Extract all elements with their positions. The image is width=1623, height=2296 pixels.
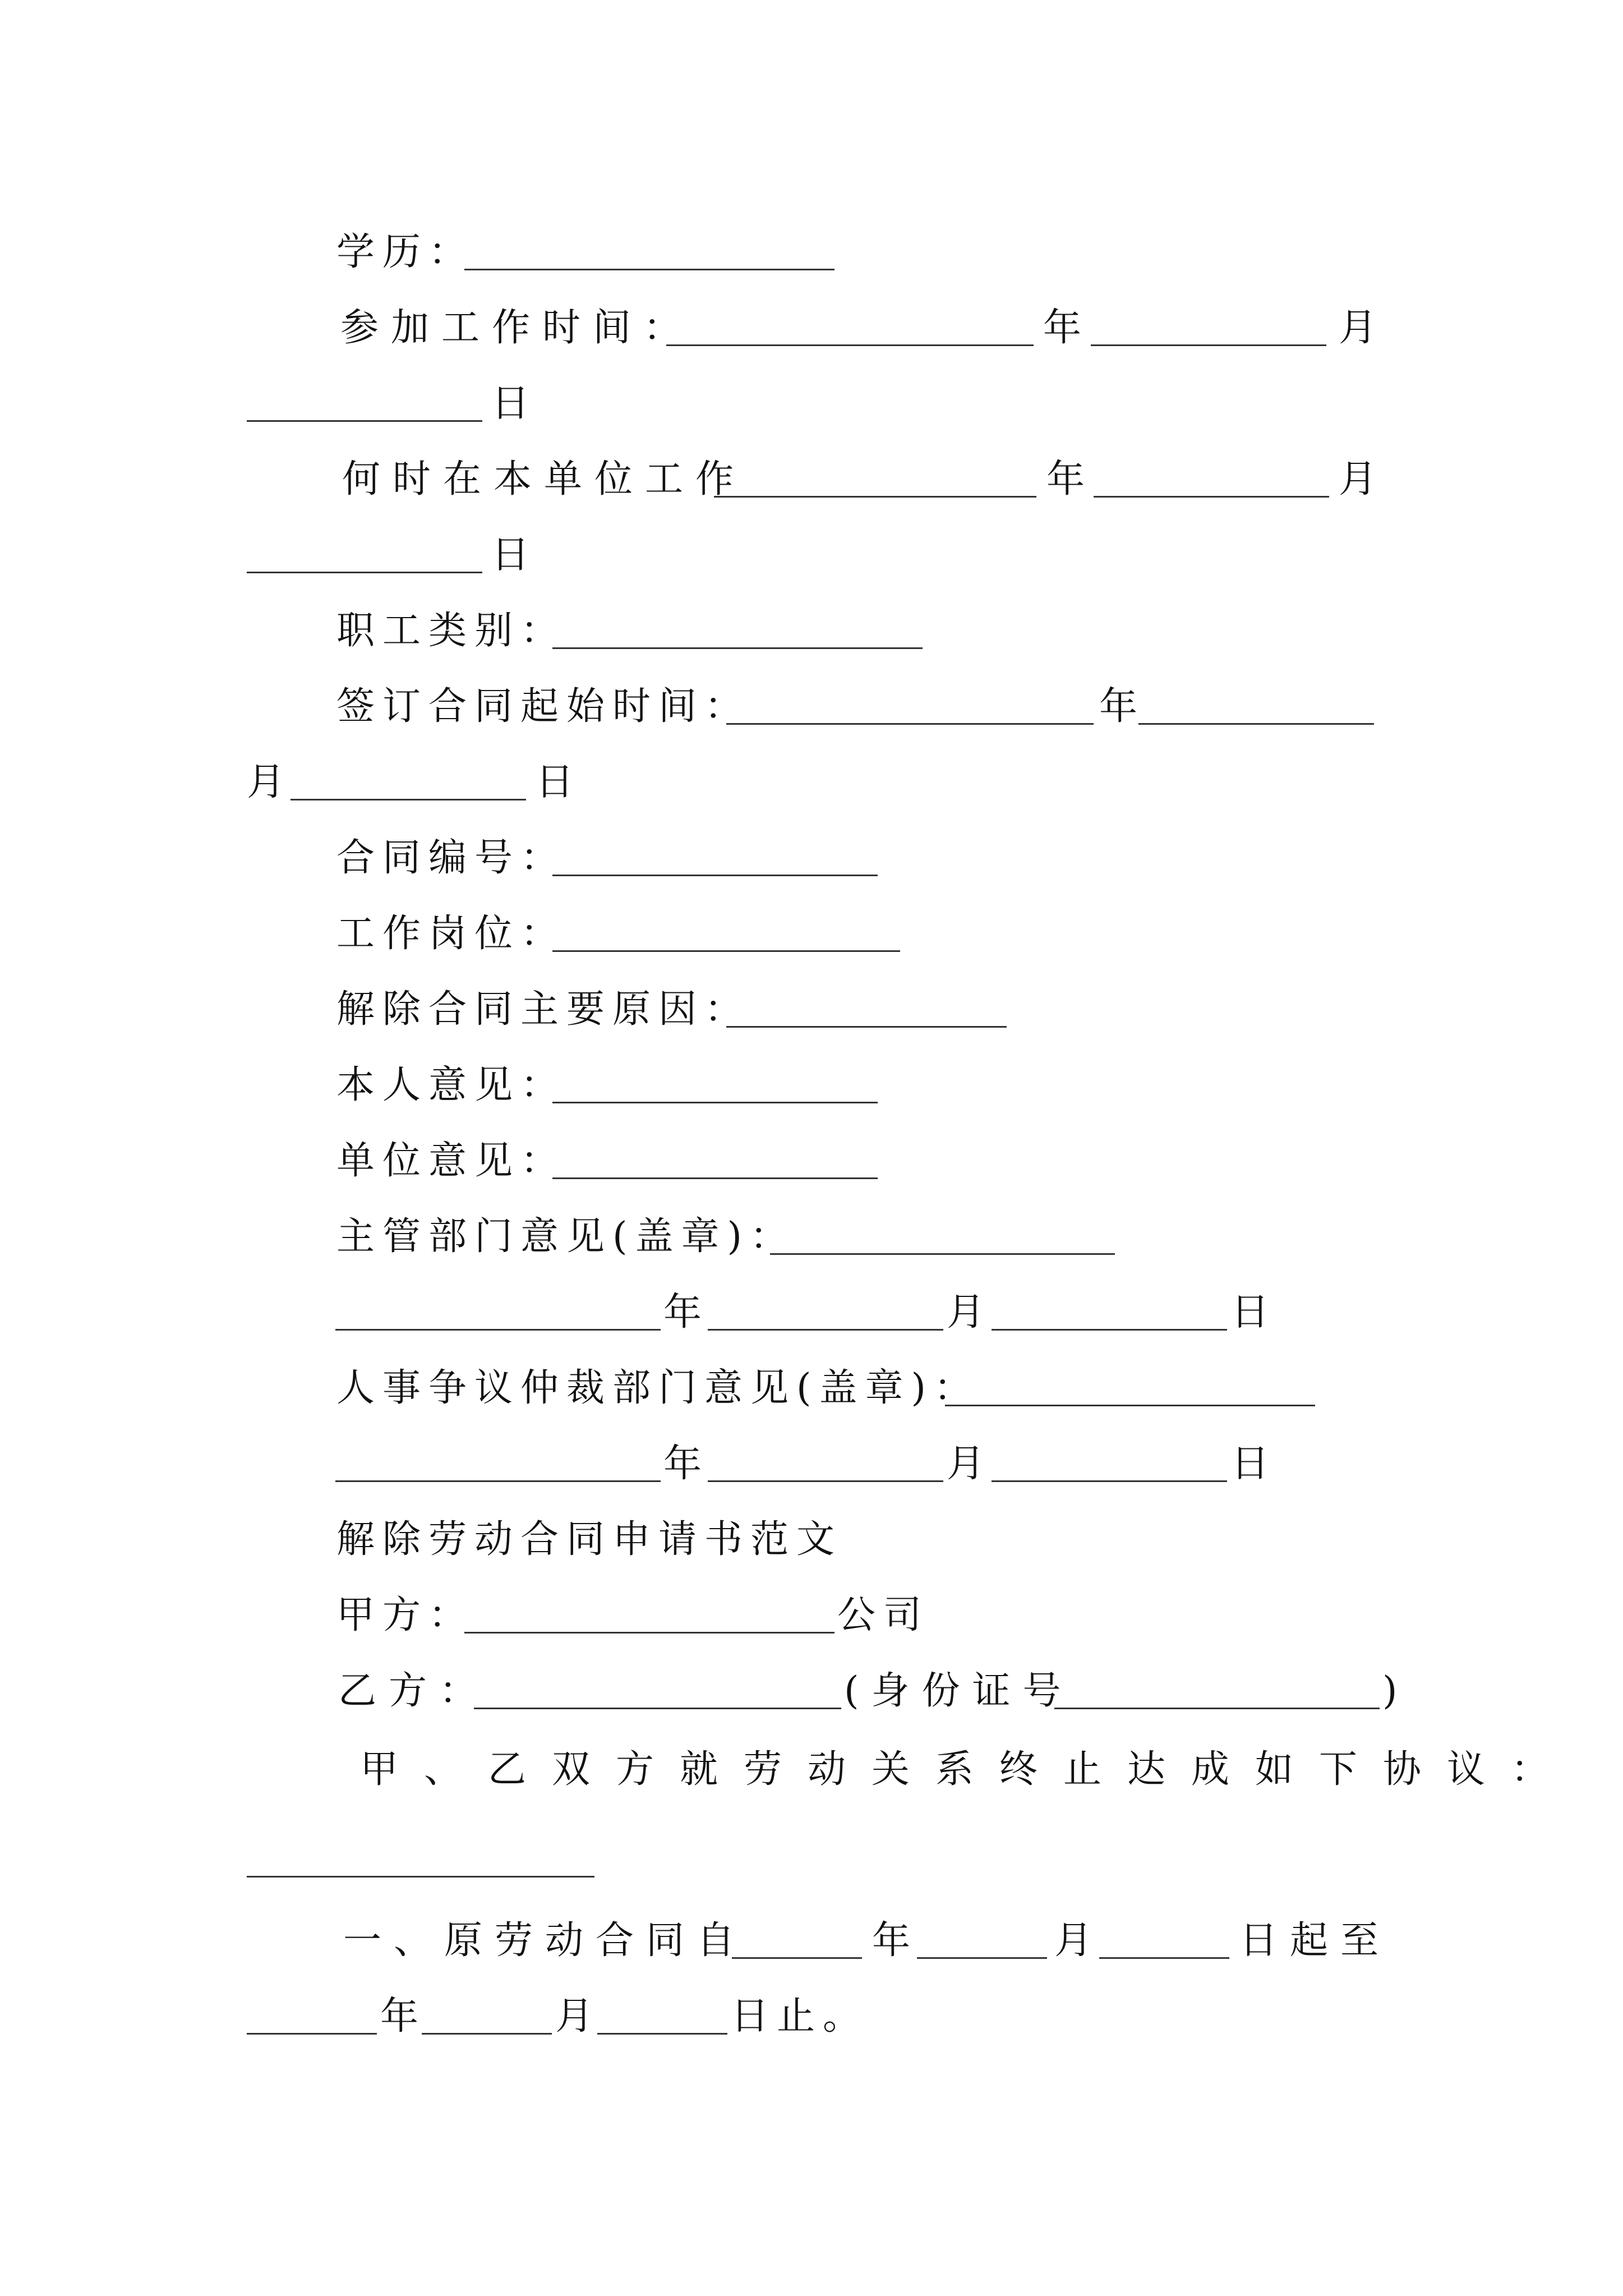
clause1-year-label: 年 bbox=[872, 1918, 911, 1963]
clause1-month2-field[interactable] bbox=[422, 2033, 552, 2035]
clause1-text-a: 一、原劳动合同自 bbox=[343, 1918, 748, 1963]
contract-start-year-field[interactable] bbox=[726, 723, 1094, 725]
dept-opinion-field[interactable] bbox=[770, 1253, 1115, 1255]
contract-start-line bbox=[0, 668, 1623, 729]
party-b-id-field[interactable] bbox=[1054, 1708, 1380, 1709]
contract-start-month-label: 月 bbox=[247, 760, 285, 804]
dept-opinion-year-label: 年 bbox=[663, 1290, 702, 1335]
clause1-day-to: 日起至 bbox=[1239, 1918, 1391, 1963]
education-label: 学历： bbox=[336, 230, 475, 274]
contract-start-line-2 bbox=[0, 743, 1623, 805]
clause1-month-label: 月 bbox=[1054, 1918, 1093, 1963]
clause1-month-field[interactable] bbox=[917, 1957, 1047, 1959]
clause1-line-2 bbox=[0, 1977, 1623, 2039]
join-unit-day-label: 日 bbox=[491, 533, 530, 577]
agreement-text: 甲、乙双方就劳动关系终止达成如下协议： bbox=[360, 1747, 1575, 1792]
sample-title: 解除劳动合同申请书范文 bbox=[336, 1517, 843, 1562]
join-unit-month-field[interactable] bbox=[1094, 496, 1329, 498]
contract-start-day-field[interactable] bbox=[291, 799, 526, 800]
dept-opinion-day-field[interactable] bbox=[992, 1329, 1227, 1331]
join-unit-day-field[interactable] bbox=[247, 572, 482, 573]
contract-start-label: 签订合同起始时间： bbox=[336, 684, 751, 729]
contract-start-month-field[interactable] bbox=[1138, 723, 1374, 725]
agreement-line bbox=[0, 1731, 1623, 1792]
party-a-field[interactable] bbox=[464, 1632, 834, 1634]
work-start-day-field[interactable] bbox=[247, 420, 482, 422]
clause1-line bbox=[0, 1902, 1623, 1963]
join-unit-year-field[interactable] bbox=[714, 496, 1036, 498]
arbitration-opinion-year-label: 年 bbox=[663, 1442, 702, 1486]
staff-category-field[interactable] bbox=[552, 647, 923, 649]
contract-start-day-label: 日 bbox=[536, 760, 574, 804]
staff-category-label: 职工类别： bbox=[336, 609, 567, 653]
arbitration-opinion-day-field[interactable] bbox=[992, 1480, 1227, 1482]
arbitration-opinion-month-label: 月 bbox=[947, 1442, 985, 1486]
party-b-id-label: (身份证号 bbox=[844, 1669, 1073, 1713]
position-field[interactable] bbox=[552, 950, 900, 952]
unit-opinion-line bbox=[0, 1122, 1623, 1184]
arbitration-opinion-day-label: 日 bbox=[1231, 1442, 1270, 1486]
party-b-name-field[interactable] bbox=[474, 1708, 841, 1709]
join-unit-year-label: 年 bbox=[1046, 457, 1085, 501]
clause1-year2-label: 年 bbox=[380, 1994, 419, 2039]
arbitration-opinion-year-field[interactable] bbox=[335, 1480, 661, 1482]
work-start-line bbox=[0, 289, 1623, 351]
termination-reason-label: 解除合同主要原因： bbox=[336, 987, 751, 1032]
arbitration-opinion-month-field[interactable] bbox=[708, 1480, 943, 1482]
party-a-suffix: 公司 bbox=[837, 1593, 930, 1637]
work-start-day-label: 日 bbox=[491, 381, 530, 426]
contract-number-label: 合同编号： bbox=[336, 836, 567, 880]
clause1-year2-field[interactable] bbox=[247, 2033, 377, 2035]
clause1-day-field[interactable] bbox=[1099, 1957, 1229, 1959]
join-unit-month-label: 月 bbox=[1339, 457, 1377, 501]
clause1-month2-label: 月 bbox=[555, 1994, 594, 2039]
dept-opinion-label: 主管部门意见(盖章)： bbox=[336, 1214, 796, 1259]
work-start-month-label: 月 bbox=[1339, 306, 1377, 350]
party-a-label: 甲方： bbox=[336, 1593, 475, 1637]
clause1-day-end: 日止。 bbox=[731, 1994, 869, 2039]
agreement-field[interactable] bbox=[247, 1876, 594, 1878]
join-unit-line bbox=[0, 440, 1623, 502]
dept-opinion-line bbox=[0, 1198, 1623, 1259]
unit-opinion-field[interactable] bbox=[552, 1177, 878, 1179]
clause1-day2-field[interactable] bbox=[597, 2033, 727, 2035]
party-b-label: 乙方： bbox=[338, 1669, 490, 1713]
sample-title-line bbox=[0, 1501, 1623, 1562]
position-label: 工作岗位： bbox=[336, 912, 567, 956]
party-b-close: ) bbox=[1382, 1669, 1398, 1713]
party-b-line bbox=[0, 1652, 1623, 1714]
dept-opinion-month-label: 月 bbox=[947, 1290, 985, 1335]
dept-opinion-date-line bbox=[0, 1273, 1623, 1335]
agreement-line-2 bbox=[0, 1820, 1623, 1882]
arbitration-opinion-date-line bbox=[0, 1425, 1623, 1487]
clause1-year-field[interactable] bbox=[732, 1957, 862, 1959]
position-line bbox=[0, 895, 1623, 956]
dept-opinion-month-field[interactable] bbox=[708, 1329, 943, 1331]
dept-opinion-year-field[interactable] bbox=[335, 1329, 661, 1331]
work-start-year-label: 年 bbox=[1043, 306, 1082, 350]
education-field[interactable] bbox=[464, 269, 834, 270]
arbitration-opinion-label: 人事争议仲裁部门意见(盖章)： bbox=[336, 1366, 980, 1410]
staff-category-line bbox=[0, 592, 1623, 654]
work-start-month-field[interactable] bbox=[1091, 344, 1326, 346]
join-unit-label: 何时在本单位工作 bbox=[342, 457, 746, 501]
personal-opinion-field[interactable] bbox=[552, 1102, 878, 1103]
dept-opinion-day-label: 日 bbox=[1231, 1290, 1270, 1335]
arbitration-opinion-line bbox=[0, 1349, 1623, 1411]
work-start-line-2 bbox=[0, 365, 1623, 426]
termination-reason-field[interactable] bbox=[726, 1026, 1007, 1028]
join-unit-line-2 bbox=[0, 516, 1623, 578]
personal-opinion-label: 本人意见： bbox=[336, 1063, 567, 1107]
contract-number-line bbox=[0, 819, 1623, 881]
party-a-line bbox=[0, 1576, 1623, 1638]
arbitration-opinion-field[interactable] bbox=[945, 1405, 1315, 1406]
education-line bbox=[0, 213, 1623, 275]
unit-opinion-label: 单位意见： bbox=[336, 1139, 567, 1183]
termination-reason-line bbox=[0, 970, 1623, 1032]
work-start-label: 参加工作时间： bbox=[340, 306, 694, 350]
contract-start-year-label: 年 bbox=[1099, 684, 1138, 729]
contract-number-field[interactable] bbox=[552, 875, 878, 876]
work-start-year-field[interactable] bbox=[666, 344, 1034, 346]
personal-opinion-line bbox=[0, 1046, 1623, 1108]
